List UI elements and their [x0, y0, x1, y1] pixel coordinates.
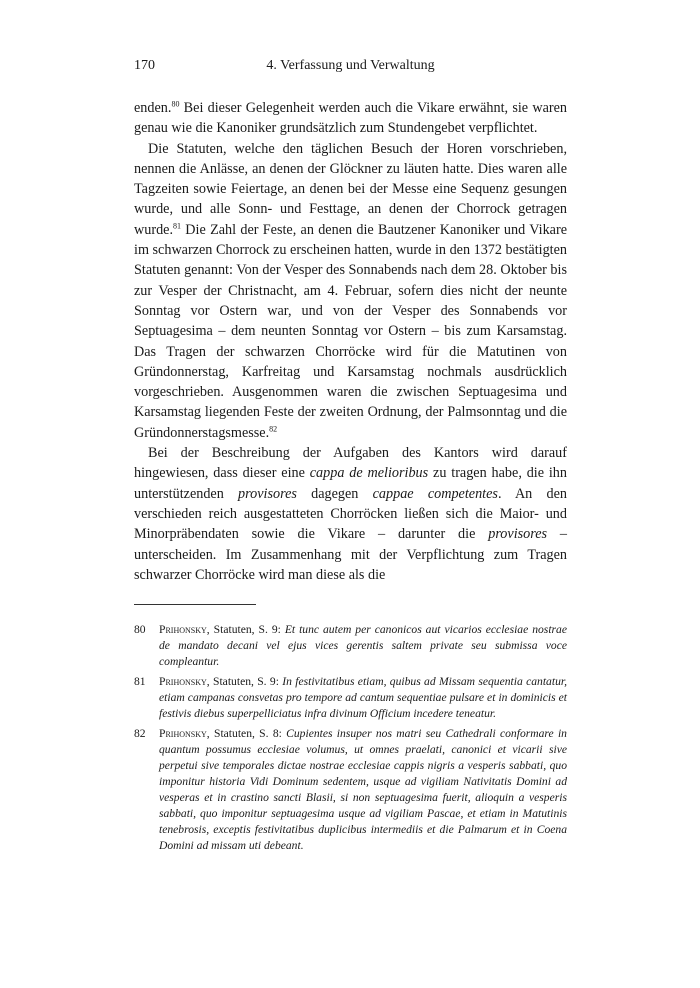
footnote-82: 82 Prihonsky, Statuten, S. 8: Cupientes insuper nos matri seu Cathedrali conformare in quantum possumus ecclesiae volumus, ut omnes praelati, canonici et vicarii sive perpetui sive temporales dictae nostrae ecclesiae cappis nigris a vesperis sabbati, quo imponitur historia Vidi Dominum sedentem, usque ad vigiliam Nativitatis Domini ad vesperas et in crastino sancti Blasii, si non septuagesima fuerit, alioquin a vesperis sabbati, quo imponitur septuagesima usque ad vigiliam Pascae, et etiam in Matutinis tenebrosis, exceptis festivitatibus duplicibus intermediis et die Palmarum et in Coena Domini ad missam uti debeant.: [134, 727, 567, 852]
footnotes: [134, 622, 567, 858]
footnote-80: 80 Prihonsky, Statuten, S. 9: Et tunc autem per canonicos aut vicarios ecclesiae nostrae de mandato decani vel ejus vices gerentis saltem private seu submissa voce compleantur.: [134, 623, 567, 668]
footnote-author: Prihonsky: [159, 675, 207, 688]
paragraph-3: Bei der Beschreibung der Aufgaben des Kantors wird darauf hingewiesen, dass dieser eine cappa de melioribus zu tragen habe, die ihn unterstützenden provisores dagegen cappae competentes. An den verschieden reich ausgestatteten Chorröcken ließen sich die Maior- und Minorpräbendaten sowie die Vikare – darunter die provisores – unterscheiden. Im Zusammenhang mit der Verpflichtung zum Tragen schwarzer Chorröcke wird man diese als die: [134, 445, 567, 583]
footnote-ref-81[interactable]: 81: [173, 221, 182, 231]
footnote-ref-80[interactable]: 80: [171, 99, 180, 109]
footnote-quote: Cupientes insuper nos matri seu Cathedrali conformare in quantum possumus ecclesiae volumus, ut omnes praelati, canonici et vicarii sive perpetui sive temporales dictae nostrae ecclesiae cappis nigris a vesperis sabbati, quo imponitur historia Vidi Dominum sedentem, usque ad vigiliam Nativitatis Domini ad vesperas et in crastino sancti Blasii, si non septuagesima fuerit, alioquin a vesperis sabbati, quo imponitur septuagesima usque ad vigiliam Pascae, et etiam in Matutinis tenebrosis, exceptis festivitatibus duplicibus intermediis et die Palmarum et in Coena Domini ad missam uti debeant.: [159, 727, 567, 852]
footnote-81: 81 Prihonsky, Statuten, S. 9: In festivitatibus etiam, quibus ad Missam sequentia cantatur, etiam campanas consvetas pro tempore ad cantum sequentiae pulsare et in dominicis et festivis diebus superpelliciatus infra divinum Officium incedere teneatur.: [134, 675, 567, 720]
paragraph-1: enden.$^{80}$ Bei dieser Gelegenheit werden auch die Vikare erwähnt, sie waren genau wie die Kanoniker grundsätzlich zum Stundengebet verpflichtet.: [134, 99, 567, 137]
footnote-author: Prihonsky: [159, 623, 207, 636]
body-text: [134, 98, 567, 585]
footnote-number: 80: [134, 623, 146, 636]
footnote-ref-82[interactable]: 82: [269, 424, 278, 434]
page-number: 170: [134, 58, 155, 73]
footnote-author: Prihonsky: [159, 727, 207, 740]
footnote-separator: [134, 604, 256, 605]
paragraph-2: Die Statuten, welche den täglichen Besuch der Horen vorschrieben, nennen die Anlässe, an denen der Glöckner zu läuten hatte. Dies waren alle Tagzeiten sowie Feiertage, an denen bei der Messe eine Sequenz gesungen wurde, und alle Sonn- und Festtage, an denen der Chorrock getragen wurde.$^{81}$ Die Zahl der Feste, an denen die Bautzener Kanoniker und Vikare im schwarzen Chorrock zu erscheinen hatten, wurde in den 1372 bestätigten Statuten genannt: Von der Vesper des Sonnabends nach dem 28. Oktober bis zur Vesper der Christnacht, am 4. Februar, sofern dies nicht der neunte Sonntag vor Ostern war, und von der Vesper des Sonnabends vor Septuagesima – dem neunten Sonntag vor Ostern – bis zum Karsamstag. Das Tragen der schwarzen Chorröcke wird für die Matutinen von Gründonnerstag, Karfreitag und Karsamstag nochmals ausdrücklich vorgeschrieben. Ausgenommen waren die zwischen Septuagesima und Karsamstag liegenden Feste der zweiten Ordnung, der Palmsonntag und die Gründonnerstagsmesse.$^{82}$: [134, 140, 567, 441]
footnote-quote: Et tunc autem per canonicos aut vicarios ecclesiae nostrae de mandato decani vel ejus vices gerentis saltem private seu submissa voce compleantur.: [159, 623, 567, 668]
running-head: 4. Verfassung und Verwaltung: [266, 58, 435, 73]
footnote-number: 81: [134, 675, 146, 688]
footnote-number: 82: [134, 727, 146, 740]
page-header: [134, 58, 567, 80]
page: [134, 58, 567, 585]
footnote-quote: In festivitatibus etiam, quibus ad Missam sequentia cantatur, etiam campanas consvetas pro tempore ad cantum sequentiae pulsare et in dominicis et festivis diebus superpelliciatus infra divinum Officium incedere teneatur.: [159, 675, 567, 720]
